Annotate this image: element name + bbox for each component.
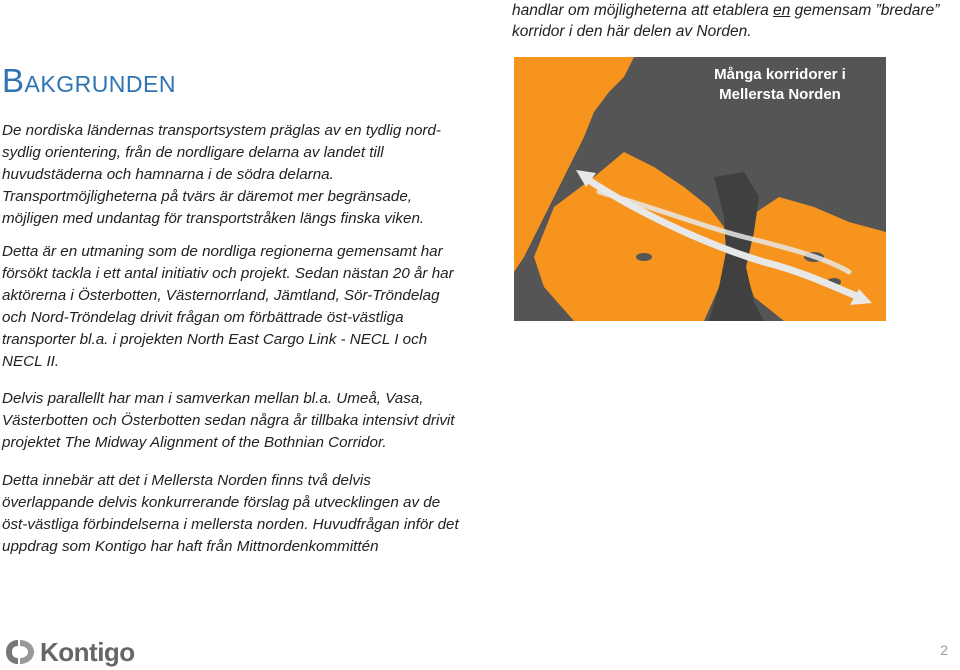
- logo-text: Kontigo: [40, 636, 135, 667]
- map-caption: Många korridorer i Mellersta Norden: [714, 66, 846, 103]
- corridor-map: [514, 57, 886, 321]
- lake: [636, 253, 652, 261]
- page-number: 2: [940, 642, 948, 658]
- paragraph-midway: Delvis parallellt har man i samverkan mellan bl.a. Umeå, Vasa, Västerbotten och Österbotten sedan några år tillbaka intensivt drivit projektet The Midway Alignment of the Bothnian Corridor.: [2, 390, 455, 451]
- intro-note: handlar om möjligheterna att etablera en gemensam ”bredare” korridor i den här delen av Norden.: [512, 2, 940, 40]
- paragraph-conclusion: Detta innebär att det i Mellersta Norden finns två delvis överlappande delvis konkurrerande förslag på utvecklingen av de öst-västliga förbindelserna i mellersta norden. Huvudfrågan inför det uppdrag som Kontigo har haft från Mittnordenkommittén: [2, 472, 459, 555]
- kontigo-logo: [4, 634, 135, 670]
- paragraph-challenge: Detta är en utmaning som de nordliga regionerna gemensamt har försökt tackla i ett antal initiativ och projekt. Sedan nästan 20 år har aktörerna i Österbotten, Västernorrland, Jämtland, Sör-Tröndelag och Nord-Tröndelag drivit frågan om förbättrade öst-västliga transporter bl.a. i projekten North East Cargo Link - NECL I och NECL II.: [2, 243, 454, 370]
- paragraph-background: De nordiska ländernas transportsystem präglas av en tydlig nord-sydlig orientering, från de nordligare delarna av landet till huvudstäderna och hamnarna i de södra delarna. Transportmöjligheterna på tvärs är däremot mer begränsade, möjligen med undantag för transportstråken längs finska viken.: [2, 122, 441, 227]
- logo-mark-icon: [4, 638, 36, 666]
- section-heading: BAKGRUNDEN: [2, 62, 176, 99]
